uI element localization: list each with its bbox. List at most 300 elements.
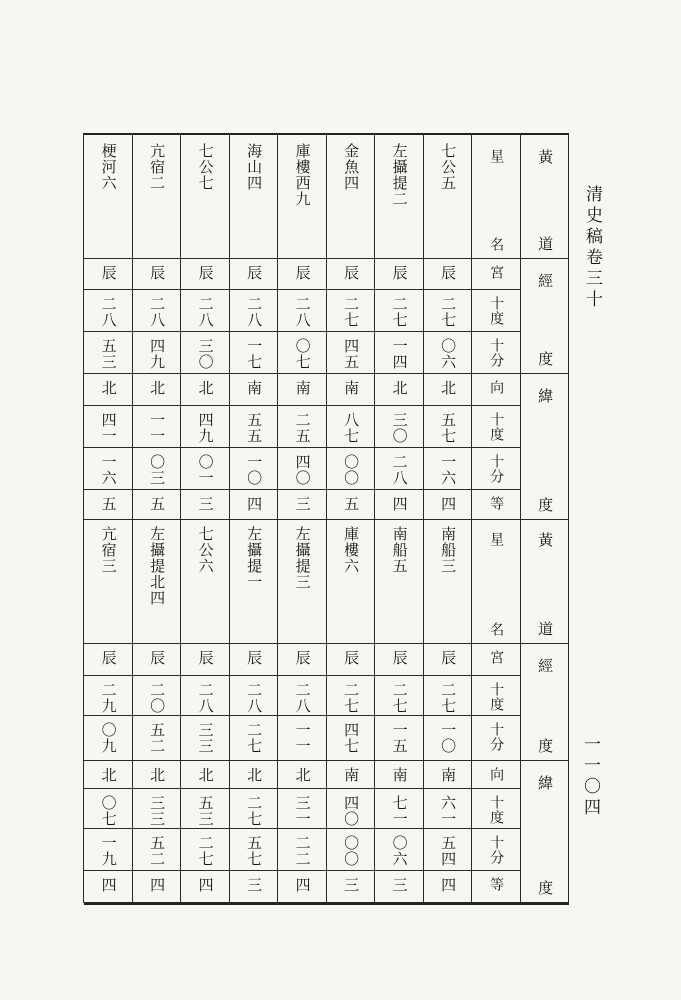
value-deng: 三 [293, 496, 312, 512]
value-deng: 四 [196, 877, 215, 893]
value-xiang: 北 [148, 767, 167, 783]
label-jing_fen: 十分 [488, 338, 505, 368]
value-jing_fen: 四五 [342, 338, 361, 370]
cell-jing_fen [278, 332, 327, 374]
cell-jing_du [327, 290, 376, 332]
cell-deng [375, 871, 424, 903]
cell-deng [133, 871, 182, 903]
label-wei_fen: 十分 [488, 454, 505, 484]
value-deng: 三 [196, 496, 215, 512]
value-jing_fen: 〇九 [99, 722, 118, 754]
cell-deng [84, 871, 133, 903]
header-wei-du: 度 [536, 880, 555, 896]
cell-gong [84, 259, 133, 290]
cell-jing_du [424, 676, 473, 716]
value-wei_fen: 二二 [293, 835, 312, 867]
value-gong: 辰 [439, 265, 458, 281]
star-name: 七公七 [196, 143, 215, 191]
value-xiang: 南 [245, 380, 264, 396]
value-wei_du: 二七 [245, 795, 264, 827]
cell-gong [230, 259, 279, 290]
value-xiang: 南 [390, 767, 409, 783]
star-name: 南船三 [439, 526, 458, 574]
value-jing_du: 二八 [245, 296, 264, 328]
row-label [472, 518, 521, 644]
value-gong: 辰 [390, 265, 409, 281]
cell-gong [230, 644, 279, 676]
label-wei_du: 十度 [488, 795, 505, 825]
star-table-2 [83, 518, 569, 903]
cell-deng [327, 490, 376, 520]
value-jing_du: 二〇 [148, 682, 167, 714]
value-wei_du: 〇七 [99, 795, 118, 827]
value-deng: 四 [439, 496, 458, 512]
cell-star [230, 518, 279, 644]
cell-gong [278, 644, 327, 676]
cell-wei_du [278, 406, 327, 448]
cell-jing_du [327, 676, 376, 716]
cell-wei_du [230, 789, 279, 829]
cell-xiang [278, 374, 327, 406]
cell-xiang [230, 761, 279, 789]
cell-star [133, 135, 182, 259]
label-star: 星 [488, 149, 505, 164]
value-jing_fen: 〇七 [293, 338, 312, 370]
header-huang: 黃 [536, 532, 555, 548]
value-wei_fen: 一九 [99, 835, 118, 867]
cell-xiang [278, 761, 327, 789]
cell-jing_du [84, 676, 133, 716]
cell-wei_du [278, 789, 327, 829]
cell-deng [327, 871, 376, 903]
value-wei_fen: 二七 [196, 835, 215, 867]
value-deng: 四 [148, 877, 167, 893]
label-wei_du: 十度 [488, 412, 505, 442]
cell-wei_fen [278, 448, 327, 490]
header-dao: 道 [536, 236, 555, 252]
cell-deng [230, 490, 279, 520]
cell-xiang [327, 761, 376, 789]
value-wei_fen: 〇〇 [342, 454, 361, 486]
cell-wei_du [230, 406, 279, 448]
row-label [472, 332, 521, 374]
cell-gong [375, 259, 424, 290]
cell-deng [84, 490, 133, 520]
cell-deng [424, 871, 473, 903]
cell-deng [278, 490, 327, 520]
header-jing-du: 度 [536, 351, 555, 367]
value-wei_fen: 四〇 [293, 454, 312, 486]
header-jing [521, 644, 570, 761]
value-wei_fen: 〇三 [148, 454, 167, 486]
value-deng: 五 [342, 496, 361, 512]
value-wei_du: 六一 [439, 795, 458, 827]
row-label [472, 761, 521, 789]
cell-jing_du [375, 676, 424, 716]
cell-xiang [230, 374, 279, 406]
value-xiang: 北 [99, 380, 118, 396]
cell-star [84, 518, 133, 644]
cell-wei_fen [133, 829, 182, 871]
label-xiang: 向 [488, 767, 505, 782]
star-name: 庫樓西九 [293, 143, 312, 207]
cell-star [133, 518, 182, 644]
value-gong: 辰 [293, 650, 312, 666]
cell-wei_fen [424, 829, 473, 871]
value-wei_du: 五三 [196, 795, 215, 827]
cell-wei_du [133, 406, 182, 448]
cell-jing_fen [84, 332, 133, 374]
label-xiang: 向 [488, 380, 505, 395]
row-label [472, 789, 521, 829]
cell-star [230, 135, 279, 259]
value-jing_fen: 四九 [148, 338, 167, 370]
value-jing_du: 二八 [148, 296, 167, 328]
star-name: 七公五 [439, 143, 458, 191]
value-xiang: 南 [439, 767, 458, 783]
cell-jing_fen [181, 716, 230, 761]
value-xiang: 北 [245, 767, 264, 783]
value-wei_fen: 五四 [439, 835, 458, 867]
value-wei_fen: 一〇 [245, 454, 264, 486]
value-wei_fen: 〇六 [390, 835, 409, 867]
cell-jing_fen [133, 716, 182, 761]
value-wei_du: 四一 [99, 412, 118, 444]
value-wei_du: 七一 [390, 795, 409, 827]
header-jing-du: 度 [536, 738, 555, 754]
row-label [472, 716, 521, 761]
row-label [472, 290, 521, 332]
cell-star [424, 135, 473, 259]
cell-jing_fen [375, 332, 424, 374]
cell-wei_du [181, 406, 230, 448]
row-label [472, 374, 521, 406]
value-wei_du: 五五 [245, 412, 264, 444]
value-deng: 五 [99, 496, 118, 512]
page-number: 一一〇四 [580, 735, 600, 819]
value-jing_du: 二八 [245, 682, 264, 714]
star-name: 金魚四 [342, 143, 361, 191]
label-wei_fen: 十分 [488, 835, 505, 865]
value-jing_du: 二七 [342, 296, 361, 328]
cell-xiang [375, 761, 424, 789]
header-wei [521, 761, 570, 903]
cell-wei_du [424, 406, 473, 448]
cell-star [375, 135, 424, 259]
value-wei_du: 一一 [148, 412, 167, 444]
value-wei_du: 四九 [196, 412, 215, 444]
value-wei_fen: 五二 [148, 835, 167, 867]
label-jing_du: 十度 [488, 296, 505, 326]
value-deng: 四 [245, 496, 264, 512]
value-wei_du: 二五 [293, 412, 312, 444]
value-deng: 四 [390, 496, 409, 512]
cell-jing_du [230, 290, 279, 332]
cell-xiang [84, 761, 133, 789]
value-jing_fen: 五二 [148, 722, 167, 754]
label-name: 名 [488, 237, 505, 252]
book-title: 清史稿卷三十 [582, 185, 602, 311]
header-wei [521, 374, 570, 520]
cell-jing_du [181, 676, 230, 716]
cell-deng [424, 490, 473, 520]
cell-star [375, 518, 424, 644]
star-table-1 [83, 133, 569, 520]
label-name: 名 [488, 622, 505, 637]
cell-wei_du [84, 789, 133, 829]
cell-jing_fen [424, 332, 473, 374]
value-jing_fen: 一〇 [439, 722, 458, 754]
row-label [472, 644, 521, 676]
star-name-label [488, 135, 503, 258]
value-gong: 辰 [99, 265, 118, 281]
cell-xiang [375, 374, 424, 406]
cell-deng [181, 871, 230, 903]
value-wei_du: 五七 [439, 412, 458, 444]
cell-star [181, 135, 230, 259]
value-deng: 四 [99, 877, 118, 893]
cell-star [327, 518, 376, 644]
cell-gong [84, 644, 133, 676]
cell-wei_fen [181, 829, 230, 871]
value-wei_fen: 〇〇 [342, 835, 361, 867]
value-jing_fen: 〇六 [439, 338, 458, 370]
cell-xiang [424, 761, 473, 789]
star-name: 左攝提三 [293, 526, 312, 590]
value-deng: 三 [390, 877, 409, 893]
value-gong: 辰 [196, 265, 215, 281]
value-wei_fen: 五七 [245, 835, 264, 867]
value-jing_fen: 一七 [245, 338, 264, 370]
cell-jing_du [133, 290, 182, 332]
header-group [536, 135, 555, 258]
header-jing: 經 [536, 273, 555, 289]
value-xiang: 南 [342, 767, 361, 783]
value-jing_du: 二七 [390, 682, 409, 714]
cell-gong [181, 644, 230, 676]
cell-star [424, 518, 473, 644]
star-name-label [488, 518, 503, 643]
cell-wei_du [327, 406, 376, 448]
value-jing_fen: 二七 [245, 722, 264, 754]
header-dao: 道 [536, 621, 555, 637]
value-xiang: 北 [196, 767, 215, 783]
cell-wei_fen [424, 448, 473, 490]
value-deng: 三 [342, 877, 361, 893]
value-wei_du: 八七 [342, 412, 361, 444]
cell-xiang [133, 761, 182, 789]
cell-xiang [181, 374, 230, 406]
label-jing_fen: 十分 [488, 722, 505, 752]
cell-gong [181, 259, 230, 290]
row-label [472, 448, 521, 490]
cell-xiang [84, 374, 133, 406]
cell-wei_du [133, 789, 182, 829]
value-jing_du: 二七 [439, 682, 458, 714]
cell-jing_fen [84, 716, 133, 761]
star-name: 南船五 [390, 526, 409, 574]
header-jing: 經 [536, 658, 555, 674]
cell-jing_fen [327, 332, 376, 374]
value-jing_fen: 五三 [99, 338, 118, 370]
row-label [472, 871, 521, 903]
star-name: 左攝提二 [390, 143, 409, 207]
cell-deng [181, 490, 230, 520]
value-deng: 四 [293, 877, 312, 893]
cell-star [181, 518, 230, 644]
value-xiang: 北 [439, 380, 458, 396]
value-jing_du: 二八 [293, 296, 312, 328]
value-gong: 辰 [99, 650, 118, 666]
row-label [472, 135, 521, 259]
cell-xiang [327, 374, 376, 406]
value-wei_du: 三一 [293, 795, 312, 827]
value-jing_du: 二八 [196, 682, 215, 714]
value-gong: 辰 [245, 650, 264, 666]
value-gong: 辰 [148, 265, 167, 281]
cell-star [278, 518, 327, 644]
header-group [536, 259, 555, 373]
value-deng: 四 [439, 877, 458, 893]
label-jing_du: 十度 [488, 682, 505, 712]
cell-jing_fen [181, 332, 230, 374]
value-wei_du: 三三 [148, 795, 167, 827]
value-jing_fen: 一四 [390, 338, 409, 370]
value-wei_du: 三〇 [390, 412, 409, 444]
cell-xiang [133, 374, 182, 406]
cell-star [327, 135, 376, 259]
label-gong: 宮 [488, 265, 505, 280]
cell-wei_fen [181, 448, 230, 490]
star-name: 亢宿三 [99, 526, 118, 574]
value-gong: 辰 [342, 650, 361, 666]
cell-jing_du [375, 290, 424, 332]
value-wei_fen: 一六 [99, 454, 118, 486]
value-jing_du: 二七 [390, 296, 409, 328]
value-deng: 五 [148, 496, 167, 512]
cell-jing_du [278, 290, 327, 332]
value-gong: 辰 [245, 265, 264, 281]
cell-gong [424, 259, 473, 290]
star-name: 左攝提一 [245, 526, 264, 590]
value-jing_fen: 三〇 [196, 338, 215, 370]
label-gong: 宮 [488, 650, 505, 665]
star-name: 庫樓六 [342, 526, 361, 574]
cell-wei_fen [375, 448, 424, 490]
cell-deng [278, 871, 327, 903]
header-huang [521, 518, 570, 644]
cell-wei_du [375, 789, 424, 829]
value-gong: 辰 [148, 650, 167, 666]
row-label [472, 829, 521, 871]
value-xiang: 南 [342, 380, 361, 396]
row-label [472, 676, 521, 716]
row-label [472, 490, 521, 520]
header-group [536, 374, 555, 519]
cell-star [84, 135, 133, 259]
cell-jing_fen [327, 716, 376, 761]
header-group [536, 518, 555, 643]
label-deng: 等 [488, 877, 505, 892]
cell-wei_du [327, 789, 376, 829]
cell-gong [424, 644, 473, 676]
cell-jing_du [278, 676, 327, 716]
header-wei: 緯 [536, 775, 555, 791]
star-name: 七公六 [196, 526, 215, 574]
cell-wei_fen [375, 829, 424, 871]
cell-jing_fen [278, 716, 327, 761]
cell-jing_fen [424, 716, 473, 761]
cell-wei_fen [230, 448, 279, 490]
cell-xiang [424, 374, 473, 406]
cell-jing_fen [133, 332, 182, 374]
value-jing_du: 二九 [99, 682, 118, 714]
value-deng: 三 [245, 877, 264, 893]
cell-deng [375, 490, 424, 520]
value-jing_du: 二七 [439, 296, 458, 328]
cell-gong [133, 644, 182, 676]
cell-wei_fen [327, 448, 376, 490]
value-gong: 辰 [439, 650, 458, 666]
star-name: 海山四 [245, 143, 264, 191]
header-huang [521, 135, 570, 259]
cell-gong [327, 259, 376, 290]
value-jing_fen: 一五 [390, 722, 409, 754]
value-jing_du: 二八 [196, 296, 215, 328]
cell-wei_du [84, 406, 133, 448]
cell-jing_du [84, 290, 133, 332]
cell-wei_du [424, 789, 473, 829]
cell-deng [133, 490, 182, 520]
cell-wei_fen [84, 448, 133, 490]
cell-jing_fen [230, 332, 279, 374]
header-group [536, 761, 555, 902]
header-wei: 緯 [536, 388, 555, 404]
cell-wei_fen [278, 829, 327, 871]
cell-wei_du [181, 789, 230, 829]
cell-jing_du [230, 676, 279, 716]
value-wei_fen: 〇一 [196, 454, 215, 486]
value-jing_du: 二七 [342, 682, 361, 714]
bottom-rule [84, 903, 569, 905]
value-xiang: 北 [390, 380, 409, 396]
cell-wei_fen [230, 829, 279, 871]
value-xiang: 北 [148, 380, 167, 396]
cell-jing_fen [230, 716, 279, 761]
cell-star [278, 135, 327, 259]
cell-wei_fen [133, 448, 182, 490]
value-xiang: 南 [293, 380, 312, 396]
cell-wei_du [375, 406, 424, 448]
value-xiang: 北 [196, 380, 215, 396]
cell-jing_fen [375, 716, 424, 761]
cell-gong [133, 259, 182, 290]
value-jing_fen: 四七 [342, 722, 361, 754]
header-huang: 黃 [536, 149, 555, 165]
row-label [472, 406, 521, 448]
cell-jing_du [181, 290, 230, 332]
header-group [536, 644, 555, 760]
cell-wei_fen [84, 829, 133, 871]
value-xiang: 北 [99, 767, 118, 783]
value-wei_fen: 二八 [390, 454, 409, 486]
cell-jing_du [133, 676, 182, 716]
cell-gong [327, 644, 376, 676]
value-jing_du: 二八 [99, 296, 118, 328]
value-xiang: 北 [293, 767, 312, 783]
cell-jing_du [424, 290, 473, 332]
value-wei_fen: 一六 [439, 454, 458, 486]
